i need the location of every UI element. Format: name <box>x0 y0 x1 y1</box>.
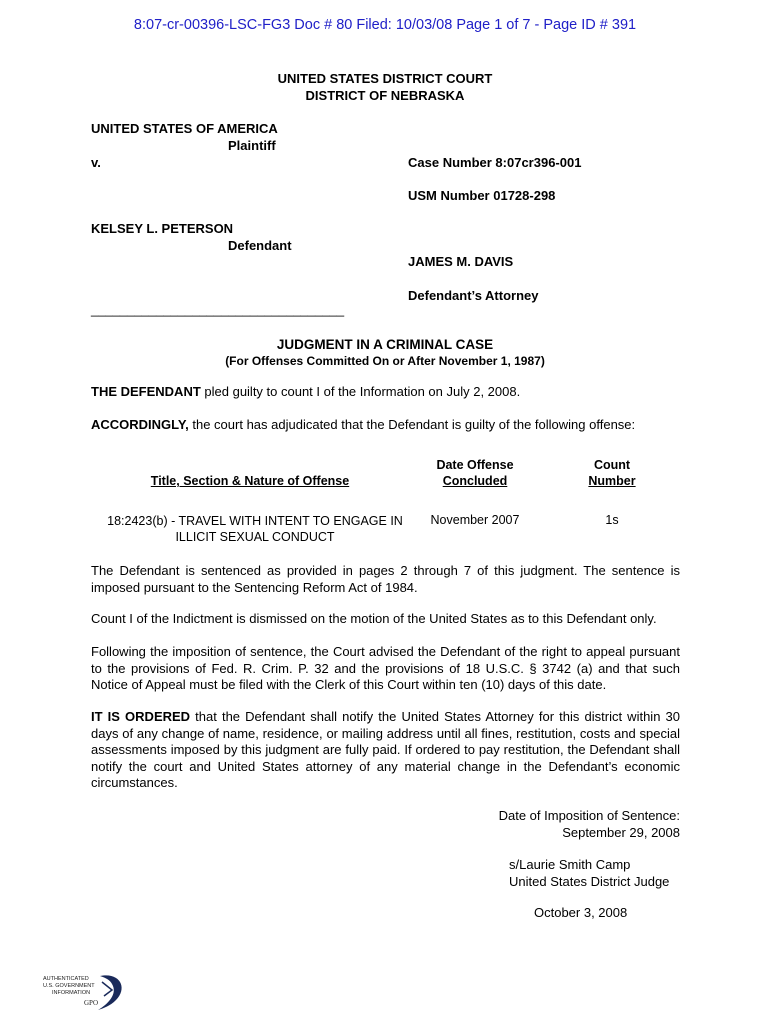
offense-line-2: ILLICIT SEXUAL CONDUCT <box>175 530 335 544</box>
defendant-name: KELSEY L. PETERSON <box>91 221 234 236</box>
defendant-label: Defendant <box>228 238 292 253</box>
plea-lead: THE DEFENDANT <box>91 384 201 399</box>
judgment-subtitle: (For Offenses Committed On or After November 1, 1987) <box>225 354 545 368</box>
court-line-1: UNITED STATES DISTRICT COURT <box>277 71 493 86</box>
court-name <box>0 70 770 104</box>
judgment-title: JUDGMENT IN A CRIMINAL CASE <box>276 337 494 352</box>
plaintiff-label: Plaintiff <box>228 138 276 153</box>
gpo-authentication-seal <box>40 970 130 1015</box>
dismissed-paragraph: Count I of the Indictment is dismissed on the motion of the United States as to this Defendant only. <box>91 611 657 626</box>
attorney-label: Defendant’s Attorney <box>408 288 539 303</box>
imposition-date: September 29, 2008 <box>562 825 680 840</box>
seal-line-3: INFORMATION <box>52 990 91 996</box>
accordingly-paragraph <box>91 417 680 434</box>
signature-date: October 3, 2008 <box>534 905 628 920</box>
header-count-line-1: Count <box>593 458 631 472</box>
ordered-text: that the Defendant shall notify the United States Attorney for this district within 30 days of any change of name, residence, or mailing address until all fines, restitution, costs and special assessments imposed by this judgment are fully paid. If ordered to pay restitution, the Defendant shall notify the court and United States attorney of any material change in the Defendant’s economic circumstances. <box>91 709 680 790</box>
header-count-number <box>572 457 652 489</box>
plaintiff-name: UNITED STATES OF AMERICA <box>91 121 278 136</box>
plea-paragraph <box>91 384 680 401</box>
usm-number: USM Number 01728-298 <box>408 188 556 203</box>
accordingly-lead: ACCORDINGLY, <box>91 417 189 432</box>
imposition-label: Date of Imposition of Sentence: <box>498 808 680 823</box>
accordingly-text: the court has adjudicated that the Defendant is guilty of the following offense: <box>188 417 636 432</box>
seal-line-2: U.S. GOVERNMENT <box>43 983 95 989</box>
caption-rule: ___________________________________ <box>91 302 345 317</box>
signature-name: s/Laurie Smith Camp <box>509 857 631 872</box>
versus: v. <box>91 155 101 170</box>
document-header-stamp: 8:07-cr-00396-LSC-FG3 Doc # 80 Filed: 10/03/08 Page 1 of 7 - Page ID # 391 <box>133 17 637 33</box>
seal-line-4: GPO <box>84 999 99 1007</box>
imposition-block <box>380 807 680 841</box>
sentenced-paragraph: The Defendant is sentenced as provided in pages 2 through 7 of this judgment. The sentence is imposed pursuant to the Sentencing Reform Act of 1984. <box>91 563 680 595</box>
offense-line-1: 18:2423(b) - TRAVEL WITH INTENT TO ENGAGE IN <box>107 514 403 528</box>
eagle-icon <box>98 975 122 1010</box>
offense-count: 1s <box>605 513 619 527</box>
header-count-line-2: Number <box>588 474 636 488</box>
header-date-line-1: Date Offense <box>436 458 514 472</box>
offense-date: November 2007 <box>430 513 520 527</box>
court-line-2: DISTRICT OF NEBRASKA <box>305 88 465 103</box>
header-date-offense <box>415 457 535 489</box>
eagle-wing-icon <box>102 982 112 996</box>
ordered-paragraph <box>91 709 680 792</box>
plea-text: pled guilty to count I of the Information on July 2, 2008. <box>200 384 521 399</box>
seal-line-1: AUTHENTICATED <box>43 976 89 982</box>
signature-title: United States District Judge <box>509 874 670 889</box>
offense-description <box>95 513 415 545</box>
attorney-name: JAMES M. DAVIS <box>408 254 514 269</box>
header-date-line-2: Concluded <box>442 474 508 488</box>
header-title-section: Title, Section & Nature of Offense <box>150 474 350 488</box>
case-number: Case Number 8:07cr396-001 <box>408 155 582 170</box>
signature-block <box>509 856 669 890</box>
ordered-lead: IT IS ORDERED <box>91 709 191 724</box>
appeal-paragraph: Following the imposition of sentence, the Court advised the Defendant of the right to appeal pursuant to the provisions of Fed. R. Crim. P. 32 and the provisions of 18 U.S.C. § 3742 (a) and that such Notice of Appeal must be filed with the Clerk of this Court within ten (10) days of this date. <box>91 644 680 692</box>
